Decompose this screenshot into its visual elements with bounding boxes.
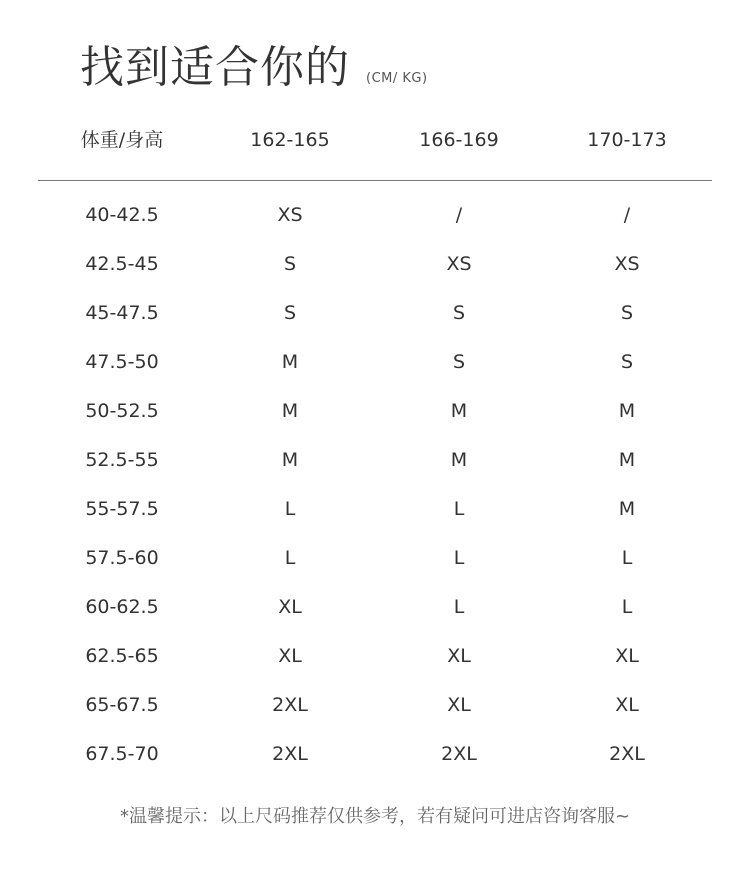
size-cell: M [618, 498, 636, 520]
size-cell: / [455, 204, 463, 226]
size-cell: XS [277, 204, 303, 226]
size-cell: M [618, 400, 636, 422]
header-divider [38, 180, 712, 181]
size-cell: M [281, 400, 299, 422]
size-cell: L [453, 547, 465, 569]
size-cell: XL [447, 645, 471, 667]
size-cell: M [450, 449, 468, 471]
table-header [38, 118, 712, 162]
weight-cell: 60-62.5 [85, 596, 159, 618]
size-cell: L [453, 498, 465, 520]
size-cell: L [284, 547, 296, 569]
header-weight-height: 体重/身高 [80, 129, 164, 151]
weight-cell: 42.5-45 [85, 253, 159, 275]
size-cell: XL [447, 694, 471, 716]
weight-cell: 40-42.5 [85, 204, 159, 226]
weight-cell: 55-57.5 [85, 498, 159, 520]
table-row [38, 289, 712, 338]
table-row [38, 632, 712, 681]
size-cell: S [452, 351, 466, 373]
weight-cell: 52.5-55 [85, 449, 159, 471]
size-table [38, 191, 712, 779]
size-cell: L [453, 596, 465, 618]
size-cell: XS [446, 253, 472, 275]
size-cell: S [283, 302, 297, 324]
size-cell: XL [278, 645, 302, 667]
table-row [38, 191, 712, 240]
size-cell: 2XL [609, 743, 645, 765]
weight-cell: 62.5-65 [85, 645, 159, 667]
size-cell: XL [615, 694, 639, 716]
size-cell: XL [278, 596, 302, 618]
size-cell: 2XL [272, 743, 308, 765]
table-row [38, 534, 712, 583]
table-row [38, 240, 712, 289]
size-cell: 2XL [441, 743, 477, 765]
size-cell: M [618, 449, 636, 471]
weight-cell: 65-67.5 [85, 694, 159, 716]
table-row [38, 583, 712, 632]
weight-cell: 45-47.5 [85, 302, 159, 324]
size-cell: S [620, 351, 634, 373]
size-tip-note: *温馨提示：以上尺码推荐仅供参考，若有疑问可进店咨询客服~ [119, 806, 631, 827]
weight-cell: 47.5-50 [85, 351, 159, 373]
size-cell: / [623, 204, 631, 226]
size-cell: S [620, 302, 634, 324]
size-cell: XS [614, 253, 640, 275]
weight-cell: 57.5-60 [85, 547, 159, 569]
size-cell: L [621, 547, 633, 569]
size-cell: S [452, 302, 466, 324]
table-row [38, 730, 712, 779]
header-height-170-173: 170-173 [587, 129, 667, 151]
table-row [38, 436, 712, 485]
size-cell: S [283, 253, 297, 275]
header-height-162-165: 162-165 [250, 129, 330, 151]
table-row [38, 338, 712, 387]
size-cell: M [450, 400, 468, 422]
title-text: 找到适合你的 [80, 42, 350, 93]
table-row [38, 387, 712, 436]
size-cell: M [281, 351, 299, 373]
weight-cell: 50-52.5 [85, 400, 159, 422]
table-row [38, 485, 712, 534]
size-cell: XL [615, 645, 639, 667]
size-cell: L [621, 596, 633, 618]
size-cell: M [281, 449, 299, 471]
page-title [80, 40, 428, 96]
header-height-166-169: 166-169 [419, 129, 499, 151]
size-cell: 2XL [272, 694, 308, 716]
size-cell: L [284, 498, 296, 520]
table-row [38, 681, 712, 730]
title-unit: (CM/ KG) [366, 71, 428, 86]
weight-cell: 67.5-70 [85, 743, 159, 765]
